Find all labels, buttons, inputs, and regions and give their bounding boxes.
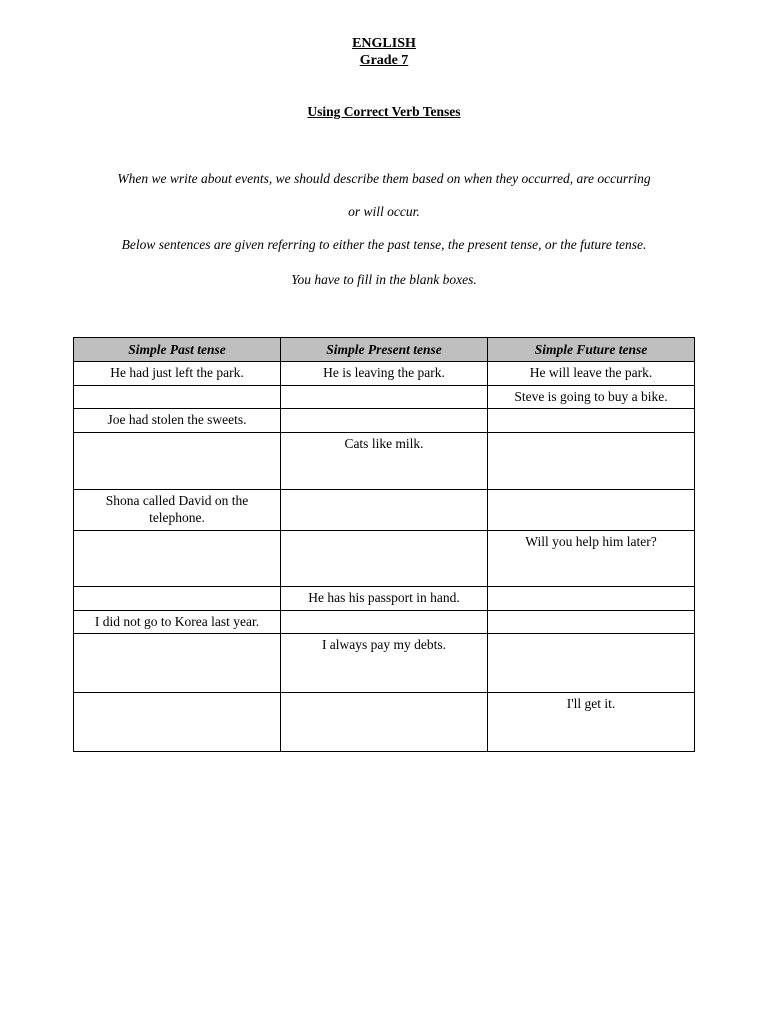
table-row bbox=[74, 634, 695, 693]
present-tense-cell: I always pay my debts. bbox=[281, 634, 488, 693]
future-tense-cell: Will you help him later? bbox=[488, 531, 695, 587]
past-tense-cell[interactable] bbox=[74, 386, 281, 409]
header-past-tense: Simple Past tense bbox=[74, 338, 281, 362]
present-tense-cell[interactable] bbox=[281, 409, 488, 433]
future-tense-cell: I'll get it. bbox=[488, 693, 695, 752]
intro-line: or will occur. bbox=[348, 204, 420, 219]
future-tense-cell[interactable] bbox=[488, 490, 695, 531]
table-header-row bbox=[74, 338, 695, 362]
present-tense-cell: He has his passport in hand. bbox=[281, 587, 488, 611]
table-row bbox=[74, 587, 695, 611]
past-tense-cell: He had just left the park. bbox=[74, 362, 281, 386]
present-tense-cell[interactable] bbox=[281, 531, 488, 587]
past-tense-cell[interactable] bbox=[74, 531, 281, 587]
intro-line: When we write about events, we should describe them based on when they occurred, are occurring bbox=[117, 171, 651, 186]
table-row bbox=[74, 693, 695, 752]
past-tense-cell[interactable] bbox=[74, 634, 281, 693]
past-tense-cell[interactable] bbox=[74, 587, 281, 611]
table-row bbox=[74, 433, 695, 490]
past-tense-cell: Shona called David on the telephone. bbox=[74, 490, 281, 531]
past-tense-cell[interactable] bbox=[74, 693, 281, 752]
table-row bbox=[74, 611, 695, 634]
table-row bbox=[74, 490, 695, 531]
future-tense-cell[interactable] bbox=[488, 611, 695, 634]
present-tense-cell[interactable] bbox=[281, 386, 488, 409]
future-tense-cell: He will leave the park. bbox=[488, 362, 695, 386]
table-row bbox=[74, 362, 695, 386]
present-tense-cell[interactable] bbox=[281, 693, 488, 752]
verb-tense-table bbox=[73, 337, 695, 752]
table-row bbox=[74, 409, 695, 433]
past-tense-cell[interactable] bbox=[74, 433, 281, 490]
header-present-tense: Simple Present tense bbox=[281, 338, 488, 362]
table-row bbox=[74, 531, 695, 587]
grade-heading: Grade 7 bbox=[359, 53, 409, 68]
present-tense-cell[interactable] bbox=[281, 611, 488, 634]
present-tense-cell: He is leaving the park. bbox=[281, 362, 488, 386]
subject-heading: ENGLISH bbox=[352, 36, 416, 51]
past-tense-cell: I did not go to Korea last year. bbox=[74, 611, 281, 634]
future-tense-cell[interactable] bbox=[488, 409, 695, 433]
intro-line: You have to fill in the blank boxes. bbox=[291, 272, 477, 287]
intro-line: Below sentences are given referring to either the past tense, the present tense, or the future tense. bbox=[121, 237, 647, 252]
past-tense-cell: Joe had stolen the sweets. bbox=[74, 409, 281, 433]
present-tense-cell: Cats like milk. bbox=[281, 433, 488, 490]
worksheet-title: Using Correct Verb Tenses bbox=[307, 104, 461, 119]
future-tense-cell[interactable] bbox=[488, 634, 695, 693]
future-tense-cell: Steve is going to buy a bike. bbox=[488, 386, 695, 409]
header-future-tense: Simple Future tense bbox=[488, 338, 695, 362]
future-tense-cell[interactable] bbox=[488, 433, 695, 490]
future-tense-cell[interactable] bbox=[488, 587, 695, 611]
table-row bbox=[74, 386, 695, 409]
present-tense-cell[interactable] bbox=[281, 490, 488, 531]
